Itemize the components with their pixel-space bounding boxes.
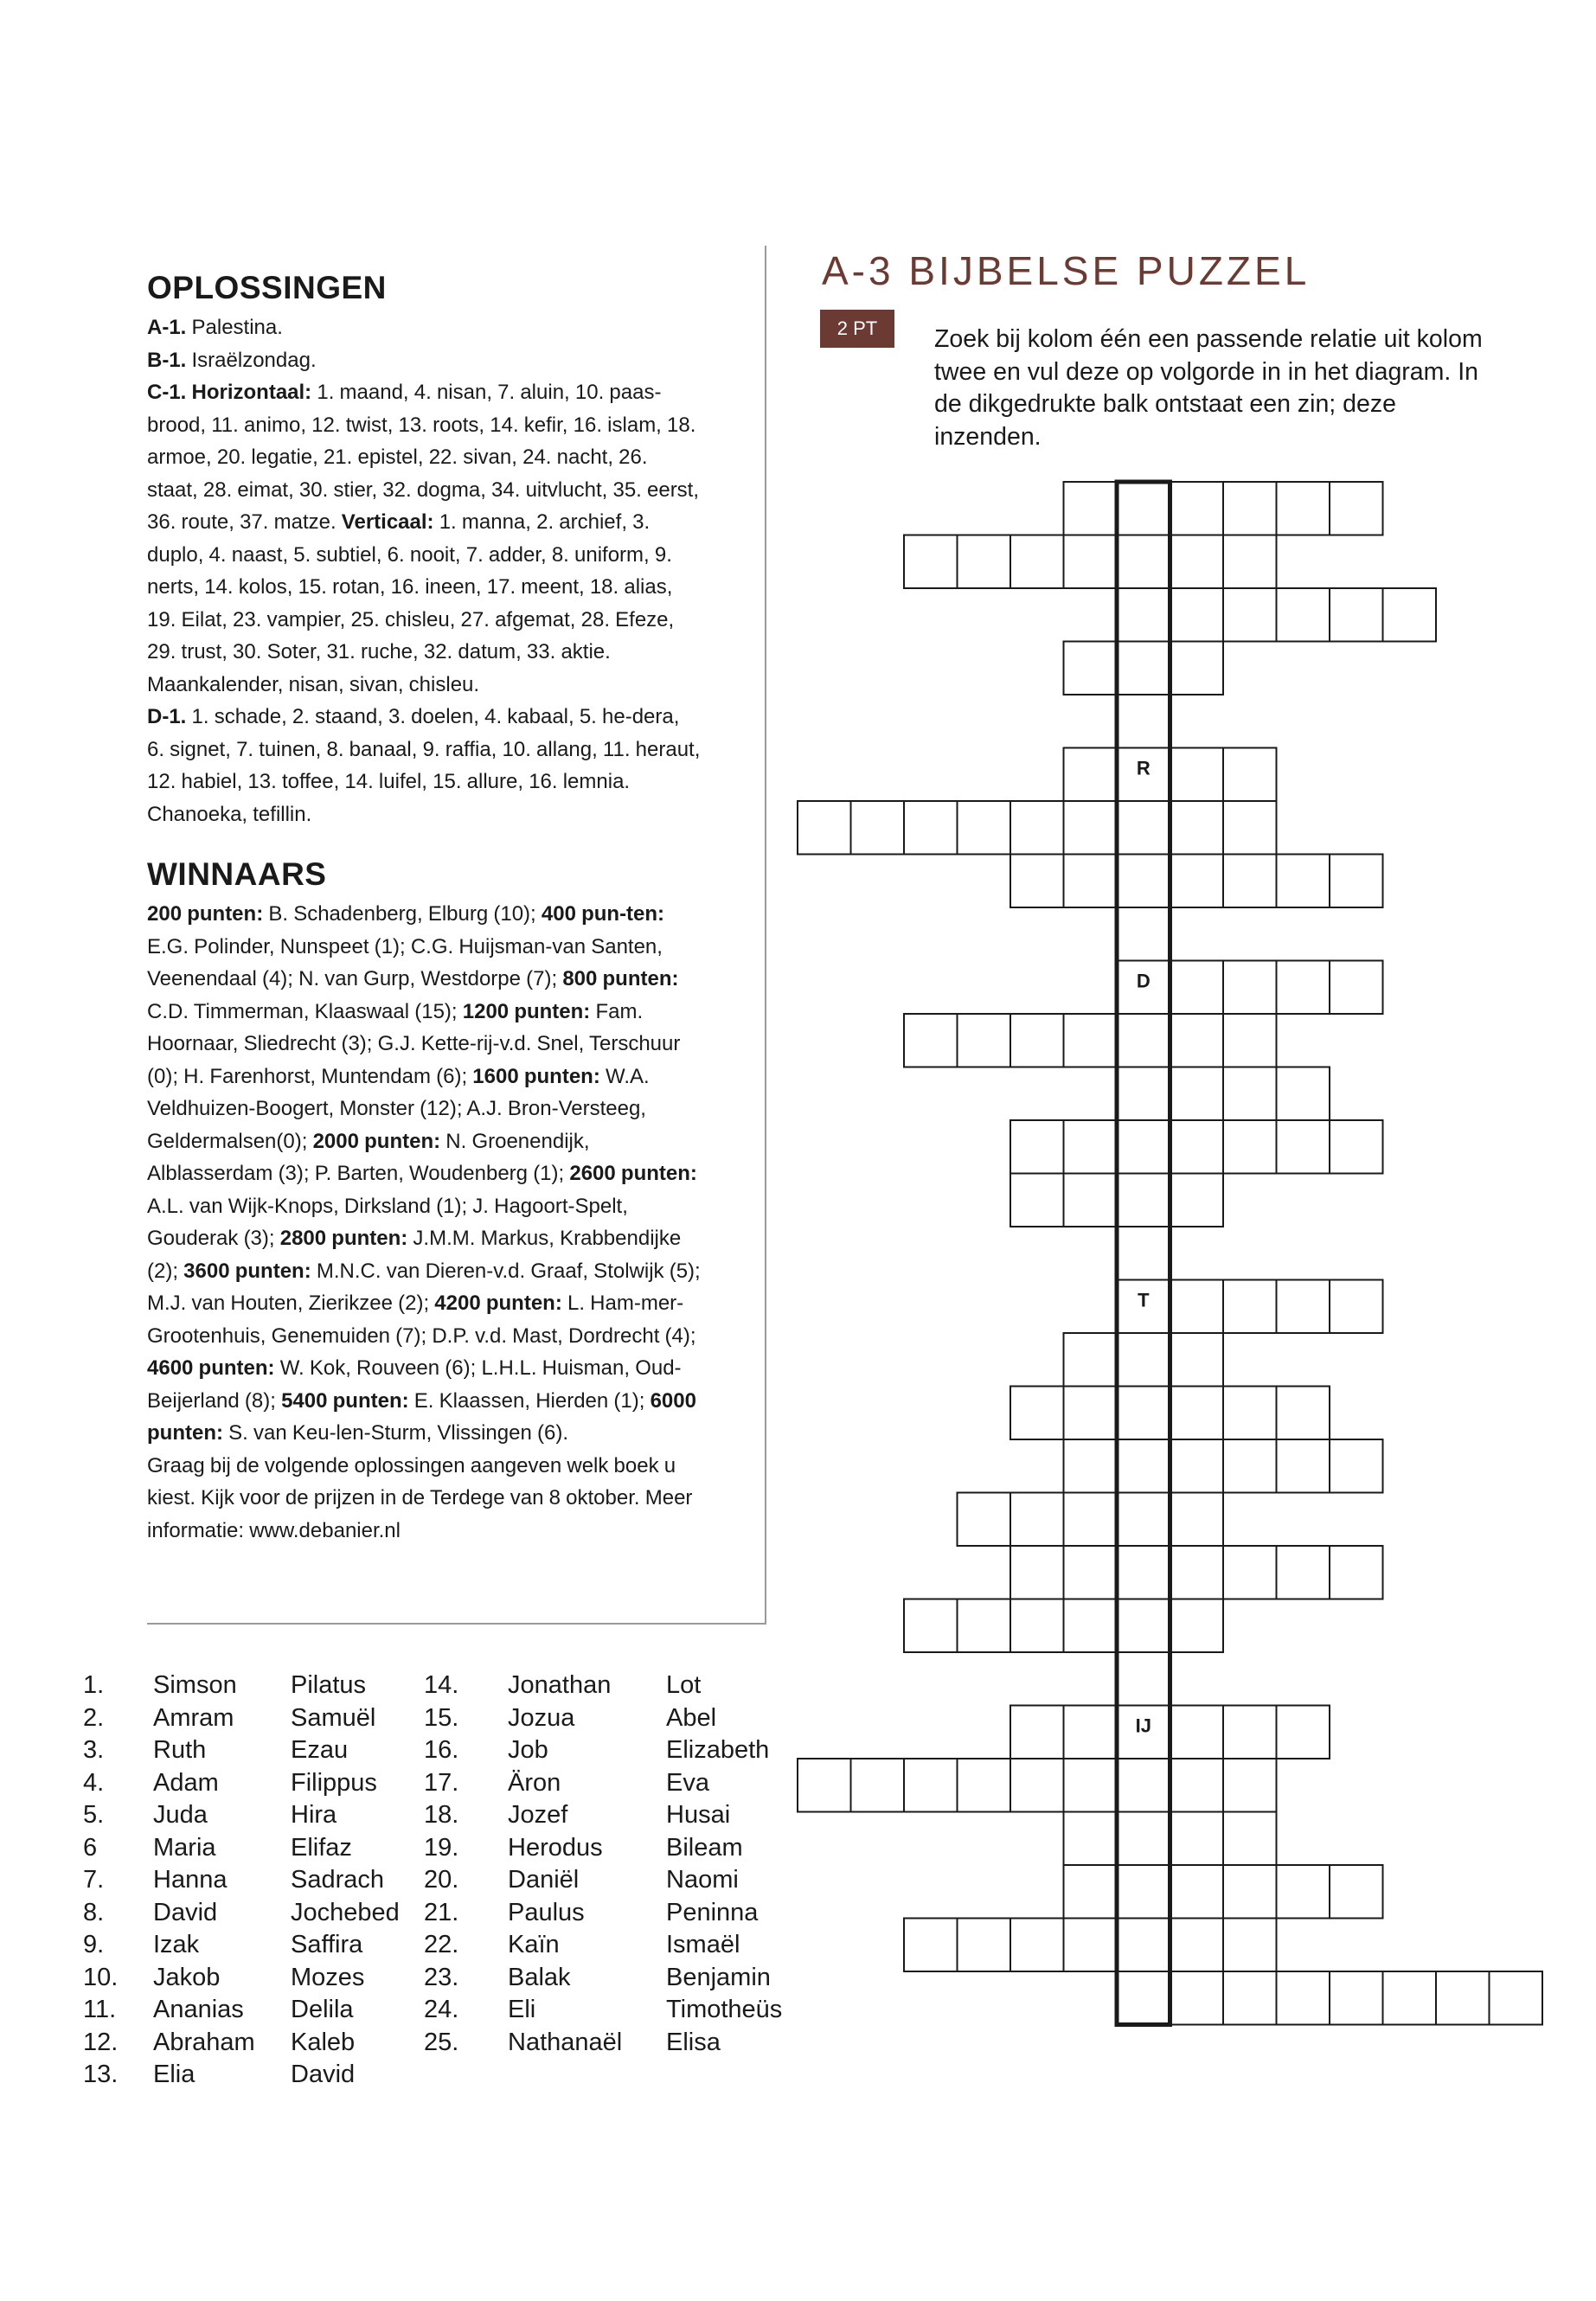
list-number: 10. [83,1963,119,1991]
list-number: 23. [424,1963,459,1991]
solution-d1-label: D-1. [147,705,187,728]
list-name: Maria [153,1833,216,1862]
grid-cell[interactable] [1277,588,1330,642]
list-name: Herodus [508,1833,603,1862]
grid-cell[interactable] [1170,801,1224,855]
list-relation: Elizabeth [666,1736,770,1764]
grid-cell[interactable] [1223,1971,1277,2025]
list-name: Jozef [508,1801,568,1829]
list-relation: Naomi [666,1866,739,1894]
grid-cell[interactable] [1170,748,1224,802]
grid-cell[interactable] [1064,1439,1118,1493]
solution-cell[interactable] [1117,1759,1170,1812]
list-relation: Peninna [666,1898,759,1926]
grid-cell[interactable] [1064,1014,1118,1067]
grid-cell[interactable] [1010,855,1064,908]
grid-cell[interactable] [1223,801,1277,855]
grid-cell[interactable] [958,801,1011,855]
solution-c1-verticaal: 1. manna, 2. archief, 3. duplo, 4. naast, 5. subtiel, 6. nooit, 7. adder, 8. uniform, 9. nerts, 14. kolos, 15. rotan, 16. ineen, 17. meent, 18. alias, 19. Eilat, 23. vampier, 25. chisleu, 27. afgemat, 28. Efeze, 29. trust, 30. Soter, 31. ruche, 32. datum, 33. aktie. Maankalender, nisan, sivan, chisleu. [147,510,675,696]
list-number: 19. [424,1833,459,1862]
list-number: 15. [424,1703,459,1732]
winner-label: 3600 punten: [183,1259,311,1283]
solution-cell[interactable] [1117,482,1170,535]
winner-label: 4600 punten: [147,1356,275,1380]
grid-cell[interactable] [1010,1493,1064,1547]
winner-label: 4200 punten: [434,1292,562,1315]
grid-cell[interactable] [1223,1280,1277,1334]
grid-cell[interactable] [1064,1706,1118,1759]
grid-cell[interactable] [904,1599,958,1653]
list-number: 12. [83,2028,119,2056]
winner-text: M.N.C. van Dieren-v.d. Graaf, Stolwijk (5); M.J. van Houten, Zierikzee (2); [147,1259,701,1315]
list-number: 21. [424,1898,459,1926]
winner-text: W.A. Veldhuizen-Boogert, Monster (12); A.J. Bron-Versteeg, Geldermalsen(0); [147,1064,650,1153]
list-number: 6 [83,1833,98,1862]
solution-cell[interactable] [1117,961,1170,1015]
grid-cell[interactable] [1170,588,1224,642]
list-relation: Delila [291,1996,354,2023]
list-name: Amram [153,1703,234,1732]
solution-cell[interactable] [1117,1599,1170,1653]
list-name: David [153,1898,218,1926]
list-number: 9. [83,1931,105,1958]
grid-cell[interactable] [1010,1014,1064,1067]
solution-cell[interactable] [1117,1333,1170,1387]
list-relation: Saffira [291,1931,363,1958]
grid-cell[interactable] [1277,1971,1330,2025]
winner-text: Fam. Hoornaar, Sliedrecht (3); G.J. Kette-rij-v.d. Snel, Terschuur (0); H. Farenhorst, Muntendam (6); [147,999,681,1088]
list-number: 7. [83,1866,105,1894]
solution-cell[interactable] [1117,1120,1170,1174]
winner-label: 1200 punten: [462,999,591,1023]
list-number: 22. [424,1931,459,1958]
grid-cell[interactable] [1330,961,1383,1015]
list-relation: Filippus [291,1768,377,1797]
solution-cell[interactable] [1117,588,1170,642]
grid-cell[interactable] [1490,1971,1543,2025]
grid-cell[interactable] [1223,748,1277,802]
grid-cell[interactable] [1010,1919,1064,1972]
winner-label: 2800 punten: [279,1227,408,1250]
grid-cell[interactable] [1010,1546,1064,1599]
solution-cell[interactable] [1117,855,1170,908]
grid-cell[interactable] [1277,1706,1330,1759]
list-relation: Elifaz [291,1833,352,1862]
solution-b1-text: Israëlzondag. [186,348,317,372]
grid-cell[interactable] [1330,1280,1383,1334]
list-name: Paulus [508,1898,585,1926]
grid-cell[interactable] [1064,855,1118,908]
grid-cell[interactable] [1223,1439,1277,1493]
list-number: 1. [83,1671,105,1699]
grid-cell[interactable] [958,1599,1011,1653]
grid-cell[interactable] [1277,1280,1330,1334]
list-name: Job [508,1736,548,1764]
prize-note: Graag bij de volgende oplossingen aangeven welk boek u kiest. Kijk voor de prijzen in de Terdege van 8 oktober. Meer informatie: www.debanier.nl [147,1453,693,1542]
given-letter: D [1136,970,1151,992]
list-relation: Husai [666,1801,731,1829]
list-name: Balak [508,1963,571,1991]
grid-cell[interactable] [958,1493,1011,1547]
grid-cell[interactable] [904,801,958,855]
grid-cell[interactable] [1223,1546,1277,1599]
grid-cell[interactable] [1277,1865,1330,1919]
solution-cell[interactable] [1117,535,1170,589]
list-name: Juda [153,1801,208,1829]
grid-cell[interactable] [904,1014,958,1067]
winnaars-title: WINNAARS [147,856,327,892]
solution-cell[interactable] [1117,1280,1170,1334]
winner-text: L. Ham-mer-Grootenhuis, Genemuiden (7); D.P. v.d. Mast, Dordrecht (4); [147,1292,696,1348]
grid-cell[interactable] [851,1759,905,1812]
solution-cell[interactable] [1117,1865,1170,1919]
solution-cell[interactable] [1117,1439,1170,1493]
grid-cell[interactable] [958,1014,1011,1067]
winner-label: 800 punten: [562,967,679,990]
winner-label: 6000 punten: [147,1388,696,1445]
left-column [147,270,701,1547]
solution-cell[interactable] [1117,1014,1170,1067]
grid-cell[interactable] [958,1759,1011,1812]
winner-label: 400 pun-ten: [541,902,665,926]
solution-cell[interactable] [1117,1652,1170,1706]
grid-cell[interactable] [1170,1014,1224,1067]
grid-cell[interactable] [1330,1120,1383,1174]
grid-cell[interactable] [1170,482,1224,535]
list-name: Äron [508,1768,561,1797]
grid-cell[interactable] [1223,1014,1277,1067]
grid-cell[interactable] [1277,961,1330,1015]
grid-cell[interactable] [1277,1387,1330,1440]
grid-cell[interactable] [1330,1865,1383,1919]
grid-cell[interactable] [1064,1120,1118,1174]
list-number: 13. [83,2061,119,2088]
winner-text: W. Kok, Rouveen (6); L.H.L. Huisman, Oud-Beijerland (8); [147,1356,682,1413]
winner-label: 5400 punten: [281,1388,409,1413]
grid-cell[interactable] [1010,1120,1064,1174]
grid-cell[interactable] [904,1919,958,1972]
grid-cell[interactable] [1064,1493,1118,1547]
solution-cell[interactable] [1117,1227,1170,1280]
winner-text: E.G. Polinder, Nunspeet (1); C.G. Huijsman-van Santen, Veenendaal (4); N. van Gurp, Westdorpe (7); [147,934,663,990]
list-name: Hanna [153,1866,228,1894]
grid-cell[interactable] [1170,1971,1224,2025]
grid-cell[interactable] [1223,1812,1277,1866]
grid-cell[interactable] [1170,1387,1224,1440]
grid-cell[interactable] [1170,1812,1224,1866]
grid-cell[interactable] [1223,482,1277,535]
list-number: 25. [424,2028,459,2056]
solution-d1 [147,701,701,830]
name-list-left-col1 [153,1670,255,2092]
list-relation: Bileam [666,1833,743,1862]
grid-cell[interactable] [1010,535,1064,589]
list-relation: Kaleb [291,2028,356,2056]
solution-c1-vert-label: Verticaal: [341,510,434,534]
solution-cell[interactable] [1117,1546,1170,1599]
list-relation: Timotheüs [666,1996,783,2023]
list-number: 4. [83,1768,105,1797]
list-name: Adam [153,1768,219,1797]
list-name: Daniël [508,1866,580,1894]
grid-cell[interactable] [1170,1174,1224,1227]
list-relation: Abel [666,1703,717,1732]
grid-cell[interactable] [1330,855,1383,908]
grid-cell[interactable] [1010,1387,1064,1440]
list-number: 18. [424,1801,459,1829]
list-name: Izak [153,1931,200,1958]
list-name: Nathanaël [508,2028,623,2056]
grid-cell[interactable] [1223,535,1277,589]
list-number: 24. [424,1996,459,2023]
grid-cell[interactable] [1277,1439,1330,1493]
grid-cell[interactable] [1330,1971,1383,2025]
solution-cell[interactable] [1117,1387,1170,1440]
grid-cell[interactable] [1170,961,1224,1015]
grid-cell[interactable] [1223,1706,1277,1759]
grid-cell[interactable] [1277,1120,1330,1174]
grid-cell[interactable] [1170,1333,1224,1387]
grid-cell[interactable] [1010,1599,1064,1653]
solution-cell[interactable] [1117,907,1170,961]
winner-label: 200 punten: [147,902,264,926]
list-name: Ananias [153,1996,244,2023]
list-name: Jozua [508,1703,575,1732]
solution-a1-label: A-1. [147,316,187,339]
list-relation: Samuël [291,1703,376,1732]
list-number: 5. [83,1801,105,1829]
list-relation: Hira [291,1801,337,1829]
grid-cell[interactable] [1223,1067,1277,1121]
list-relation: Jochebed [291,1898,400,1926]
column-divider [765,246,766,1625]
list-name: Simson [153,1671,237,1699]
winner-text: C.D. Timmerman, Klaaswaal (15); [147,999,463,1023]
list-name: Eli [508,1996,536,2023]
solution-cell[interactable] [1117,695,1170,748]
winner-text: S. van Keu-len-Sturm, Vlissingen (6). [222,1421,568,1445]
winner-text: N. Groenendijk, Alblasserdam (3); P. Barten, Woudenberg (1); [147,1129,590,1185]
grid-cell[interactable] [958,535,1011,589]
grid-cell[interactable] [1330,1546,1383,1599]
grid-cell[interactable] [1170,1546,1224,1599]
grid-cell[interactable] [1064,1812,1118,1866]
grid-cell[interactable] [1436,1971,1490,2025]
solution-cell[interactable] [1117,1706,1170,1759]
grid-cell[interactable] [1064,1919,1118,1972]
grid-cell[interactable] [1064,801,1118,855]
list-relation: Pilatus [291,1671,367,1699]
grid-cell[interactable] [1170,1706,1224,1759]
list-number: 16. [424,1736,459,1764]
solution-cell[interactable] [1117,1971,1170,2025]
grid-cell[interactable] [1064,748,1118,802]
solution-cell[interactable] [1117,642,1170,695]
section-divider [147,1623,765,1625]
winner-text: B. Schadenberg, Elburg (10); [263,902,542,926]
winner-text: J.M.M. Markus, Krabbendijke (2); [147,1227,682,1283]
solution-d1-text: 1. schade, 2. staand, 3. doelen, 4. kabaal, 5. he-dera, 6. signet, 7. tuinen, 8. banaal, 9. raffia, 10. allang, 11. heraut, 12. habiel, 13. toffee, 14. luifel, 15. allure, 16. lemnia. Chanoeka, tefillin. [147,705,701,826]
grid-cell[interactable] [1170,855,1224,908]
grid-cell[interactable] [1064,1174,1118,1227]
solution-a1-text: Palestina. [186,316,283,339]
solution-cell[interactable] [1117,1919,1170,1972]
grid-cell[interactable] [851,801,905,855]
grid-cell[interactable] [1170,642,1224,695]
oplossingen-title: OPLOSSINGEN [147,270,387,305]
winner-label: 2600 punten: [569,1162,697,1185]
grid-cell[interactable] [1223,1919,1277,1972]
grid-cell[interactable] [1223,588,1277,642]
name-list-right-col2 [666,1670,782,2059]
grid-cell[interactable] [1064,1333,1118,1387]
grid-cell[interactable] [904,535,958,589]
list-name: Jonathan [508,1671,612,1699]
puzzle-instruction: Zoek bij kolom één een passende relatie uit kolom twee en vul deze op volgorde in in het diagram. In de dikgedrukte balk ontstaat een zin; deze inzenden. [934,325,1483,451]
name-list-left-col2 [291,1670,400,2092]
solution-c1-horizontaal: 1. maand, 4. nisan, 7. aluin, 10. paas-brood, 11. animo, 12. twist, 13. roots, 14. kefir, 16. islam, 18. armoe, 20. legatie, 21. epistel, 22. sivan, 24. nacht, 26. staat, 28. eimat, 30. stier, 32. dogma, 34. uitvlucht, 35. eerst, 36. route, 37. matze. [147,381,700,534]
grid-cell[interactable] [1277,1067,1330,1121]
list-number: 14. [424,1671,459,1699]
grid-cell[interactable] [1170,1280,1224,1334]
grid-cell[interactable] [1064,535,1118,589]
list-name: Elia [153,2061,195,2088]
grid-cell[interactable] [1330,588,1383,642]
grid-cell[interactable] [1064,642,1118,695]
grid-cell[interactable] [1064,1865,1118,1919]
winner-text: A.L. van Wijk-Knops, Dirksland (1); J. Hagoort-Spelt, Gouderak (3); [147,1194,628,1250]
solution-cell[interactable] [1117,1812,1170,1866]
solution-a1 [147,311,701,344]
grid-cell[interactable] [1064,1546,1118,1599]
winner-text: E. Klaassen, Hierden (1); [408,1388,651,1413]
solution-b1 [147,344,701,377]
grid-cell[interactable] [1170,535,1224,589]
list-relation: Sadrach [291,1866,385,1894]
solution-c1 [147,376,701,701]
grid-cell[interactable] [798,801,851,855]
grid-cell[interactable] [1010,1174,1064,1227]
grid-cell[interactable] [1064,482,1118,535]
given-letter: T [1138,1289,1150,1311]
grid-cell[interactable] [1010,1706,1064,1759]
list-relation: Ezau [291,1736,349,1764]
grid-cell[interactable] [958,1919,1011,1972]
grid-cell[interactable] [1330,1439,1383,1493]
winner-label: 1600 punten: [472,1064,600,1088]
list-relation: Mozes [291,1963,365,1991]
list-relation: David [291,2061,356,2088]
list-name: Ruth [153,1736,207,1764]
list-relation: Lot [666,1671,702,1699]
solution-cell[interactable] [1117,748,1170,802]
grid-cell[interactable] [1223,1120,1277,1174]
points-badge: 2 PT [820,310,894,348]
grid-cell[interactable] [904,1759,958,1812]
grid-cell[interactable] [1064,1387,1118,1440]
grid-cell[interactable] [1170,1493,1224,1547]
list-relation: Benjamin [666,1963,771,1991]
list-relation: Eva [666,1768,709,1797]
list-number: 8. [83,1898,105,1926]
name-list-right-numbers [424,1670,458,2059]
list-name: Kaïn [508,1931,560,1958]
solution-b1-label: B-1. [147,348,187,372]
list-relation: Elisa [666,2028,721,2056]
grid-cell[interactable] [1170,1865,1224,1919]
grid-cell[interactable] [1223,1759,1277,1812]
list-relation: Ismaël [666,1931,740,1958]
list-number: 2. [83,1703,105,1732]
puzzle-title: A-3 BIJBELSE PUZZEL [822,248,1311,293]
list-number: 17. [424,1768,459,1797]
name-list-left-numbers [83,1670,118,2092]
grid-cell[interactable] [1277,1546,1330,1599]
list-number: 3. [83,1736,105,1764]
grid-cell[interactable] [1277,855,1330,908]
grid-cell[interactable] [1223,1865,1277,1919]
grid-cell[interactable] [1383,1971,1437,2025]
list-name: Abraham [153,2028,255,2056]
solution-cell[interactable] [1117,1493,1170,1547]
grid-cell[interactable] [1064,1599,1118,1653]
grid-cell[interactable] [1010,1759,1064,1812]
grid-cell[interactable] [1170,1120,1224,1174]
grid-cell[interactable] [1170,1599,1224,1653]
solution-cell[interactable] [1117,1067,1170,1121]
grid-cell[interactable] [1064,1759,1118,1812]
grid-cell[interactable] [1223,855,1277,908]
list-name: Jakob [153,1963,221,1991]
grid-cell[interactable] [1223,961,1277,1015]
grid-cell[interactable] [1170,1067,1224,1121]
given-letter: IJ [1135,1715,1151,1737]
solution-c1-label: C-1. Horizontaal: [147,381,312,404]
grid-cell[interactable] [1383,588,1437,642]
solution-cell[interactable] [1117,801,1170,855]
winners-list [147,898,701,1450]
name-list-right-col1 [508,1670,622,2059]
list-number: 11. [83,1996,117,2023]
grid-cell[interactable] [1330,482,1383,535]
grid-cell[interactable] [1277,482,1330,535]
winner-label: 2000 punten: [312,1129,441,1153]
grid-cell[interactable] [1223,1387,1277,1440]
list-number: 20. [424,1866,459,1894]
grid-cell[interactable] [1170,1919,1224,1972]
given-letter: R [1136,757,1151,779]
grid-cell[interactable] [798,1759,851,1812]
grid-cell[interactable] [1170,1439,1224,1493]
grid-cell[interactable] [1010,801,1064,855]
grid-cell[interactable] [1170,1759,1224,1812]
solution-cell[interactable] [1117,1174,1170,1227]
